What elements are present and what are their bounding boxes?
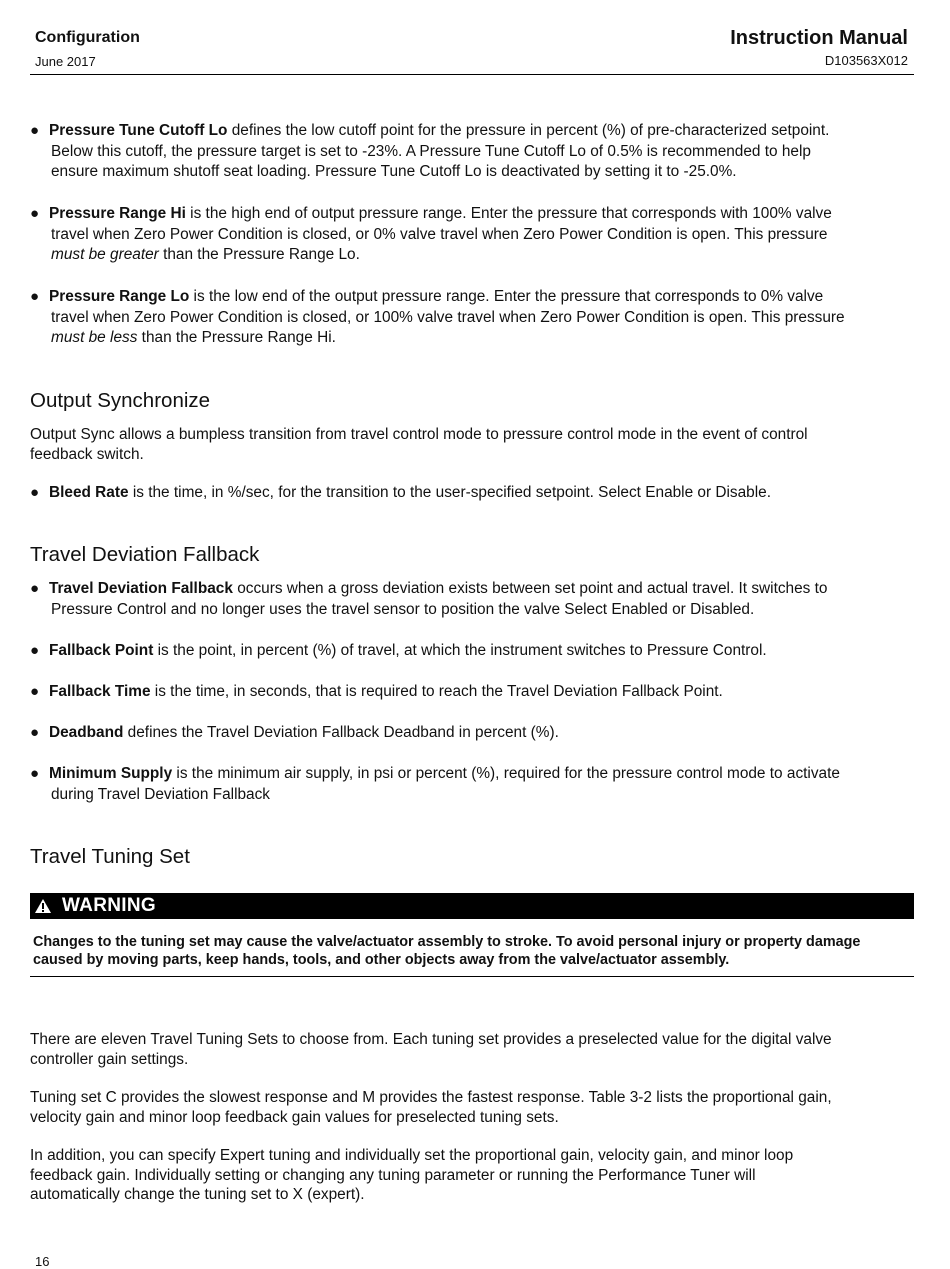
bullet-text: is the time, in seconds, that is required to reach the Travel Deviation Fallback Point. <box>150 683 723 700</box>
bullet-text: Pressure Control and no longer uses the travel sensor to position the valve Select Enabled or Disabled. <box>51 600 755 618</box>
bullet-text: is the point, in percent (%) of travel, at which the instrument switches to Pressure Control. <box>153 642 767 659</box>
bullet-dot: ● <box>30 724 40 741</box>
bullet-dot: ● <box>30 288 40 305</box>
warning-banner <box>30 893 914 919</box>
bullet-text: is the high end of output pressure range. Enter the pressure that corresponds with 100% valve <box>185 205 832 222</box>
paragraph-line: There are eleven Travel Tuning Sets to choose from. Each tuning set provides a preselected value for the digital valve <box>30 1031 832 1048</box>
header-divider <box>30 74 914 75</box>
bullet-travel-deviation-fallback <box>30 579 914 620</box>
bullet-pressure-range-lo <box>30 287 914 349</box>
warning-triangle-icon <box>34 898 52 914</box>
bullet-text: ensure maximum shutoff seat loading. Pressure Tune Cutoff Lo is deactivated by setting it to -25.0%. <box>51 163 737 180</box>
paragraph-tuning-response <box>30 1088 914 1127</box>
bullet-text: occurs when a gross deviation exists between set point and actual travel. It switches to <box>232 580 828 597</box>
bullet-text: Below this cutoff, the pressure target is set to -23%. A Pressure Tune Cutoff Lo of 0.5% is recommended to help <box>51 142 811 160</box>
bullet-text: defines the low cutoff point for the pressure in percent (%) of pre-characterized setpoint. <box>227 122 830 139</box>
bullet-text: during Travel Deviation Fallback <box>51 785 270 803</box>
paragraph-line: velocity gain and minor loop feedback gain values for preselected tuning sets. <box>30 1108 559 1126</box>
bullet-text: is the low end of the output pressure range. Enter the pressure that corresponds to 0% valve <box>189 288 824 305</box>
page-number: 16 <box>35 1254 50 1269</box>
bullet-term: Deadband <box>49 724 124 741</box>
paragraph-line: Output Sync allows a bumpless transition from travel control mode to pressure control mode in the event of control <box>30 426 808 443</box>
bullet-text: than the Pressure Range Hi. <box>137 329 336 346</box>
warning-text <box>33 934 913 969</box>
bullet-term: Fallback Time <box>49 683 151 700</box>
bullet-minimum-supply <box>30 764 914 805</box>
paragraph-expert-tuning <box>30 1146 914 1205</box>
bullet-term: Minimum Supply <box>49 765 173 782</box>
document-number: D103563X012 <box>824 53 908 68</box>
warning-title: WARNING <box>62 895 156 916</box>
bullet-text: than the Pressure Range Lo. <box>158 246 360 263</box>
bullet-dot: ● <box>30 122 40 139</box>
publication-date: June 2017 <box>35 54 96 69</box>
bullet-term: Bleed Rate <box>49 484 129 501</box>
emphasis-text: must be greater <box>51 246 159 263</box>
paragraph-line: Tuning set C provides the slowest response and M provides the fastest response. Table 3-2 lists the proportional gain, <box>30 1089 832 1106</box>
bullet-term: Pressure Tune Cutoff Lo <box>49 122 228 139</box>
bullet-dot: ● <box>30 205 40 222</box>
bullet-term: Fallback Point <box>49 642 154 659</box>
bullet-dot: ● <box>30 765 40 782</box>
bullet-dot: ● <box>30 484 40 501</box>
heading-output-synchronize: Output Synchronize <box>30 389 211 412</box>
bullet-dot: ● <box>30 683 40 700</box>
bullet-term: Pressure Range Hi <box>49 205 186 222</box>
paragraph-output-sync <box>30 425 914 464</box>
paragraph-tuning-sets <box>30 1030 914 1069</box>
bullet-text: is the time, in %/sec, for the transition to the user-specified setpoint. Select Enable or Disable. <box>128 484 772 501</box>
bullet-pressure-range-hi <box>30 204 914 266</box>
heading-travel-deviation-fallback: Travel Deviation Fallback <box>30 543 260 566</box>
bullet-deadband <box>30 723 914 744</box>
warning-divider <box>30 976 914 977</box>
heading-travel-tuning-set: Travel Tuning Set <box>30 845 190 868</box>
bullet-bleed-rate <box>30 483 914 504</box>
bullet-dot: ● <box>30 580 40 597</box>
emphasis-text: must be less <box>51 329 138 346</box>
bullet-fallback-point <box>30 641 914 662</box>
paragraph-line: automatically change the tuning set to X (expert). <box>30 1186 365 1203</box>
bullet-dot: ● <box>30 642 40 659</box>
manual-title: Instruction Manual <box>730 27 908 49</box>
bullet-term: Travel Deviation Fallback <box>49 580 233 597</box>
bullet-pressure-tune-cutoff-lo <box>30 121 914 183</box>
paragraph-line: feedback switch. <box>30 445 144 463</box>
paragraph-line: controller gain settings. <box>30 1050 189 1068</box>
warning-line: caused by moving parts, keep hands, tools, and other objects away from the valve/actuator assembly. <box>33 951 730 968</box>
bullet-text: defines the Travel Deviation Fallback Deadband in percent (%). <box>123 724 559 741</box>
paragraph-line: feedback gain. Individually setting or changing any tuning parameter or running the Performance Tuner will <box>30 1166 756 1184</box>
bullet-text: travel when Zero Power Condition is closed, or 100% valve travel when Zero Power Condition is open. This pressure <box>51 308 845 326</box>
bullet-text: travel when Zero Power Condition is closed, or 0% valve travel when Zero Power Condition is open. This pressure <box>51 225 828 243</box>
section-title: Configuration <box>35 29 140 46</box>
bullet-term: Pressure Range Lo <box>49 288 190 305</box>
paragraph-line: In addition, you can specify Expert tuning and individually set the proportional gain, velocity gain, and minor loop <box>30 1147 794 1164</box>
warning-line: Changes to the tuning set may cause the valve/actuator assembly to stroke. To avoid personal injury or property damage <box>33 934 861 950</box>
bullet-fallback-time <box>30 682 914 703</box>
bullet-text: is the minimum air supply, in psi or percent (%), required for the pressure control mode to activate <box>172 765 840 782</box>
